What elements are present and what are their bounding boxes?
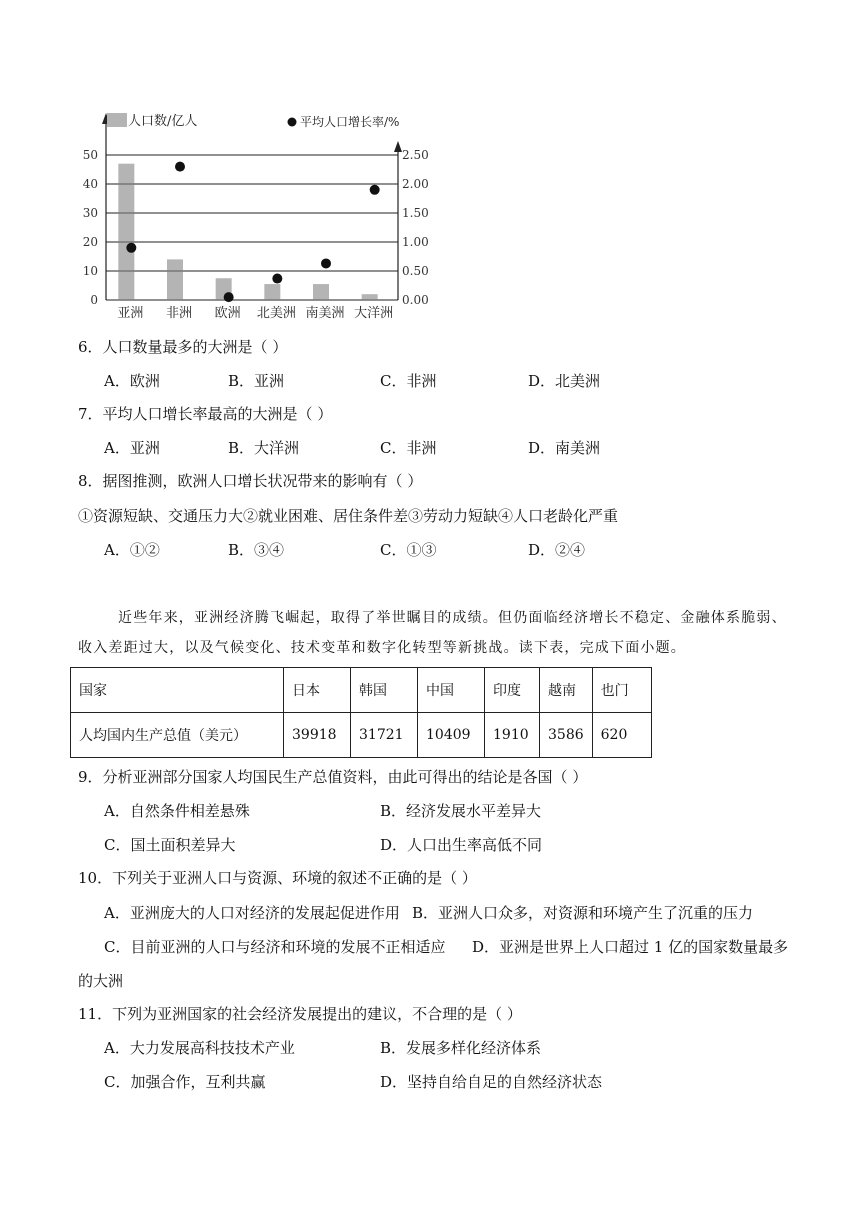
x-category-label: 亚洲 [117, 306, 144, 321]
q9-option-b[interactable]: B．经济发展水平差异大 [380, 802, 542, 820]
q7-option-d[interactable]: D．南美洲 [528, 439, 601, 457]
x-category-label: 南美洲 [305, 306, 345, 321]
q9-option-d[interactable]: D．人口出生率高低不同 [380, 836, 543, 854]
legend-bar-swatch [107, 113, 127, 127]
x-category-label: 非洲 [165, 306, 193, 321]
question-11-stem: 11．下列为亚洲国家的社会经济发展提出的建议，不合理的是（ ） [78, 1005, 522, 1023]
table-cell: 10409 [418, 713, 485, 758]
q6-option-d[interactable]: D．北美洲 [528, 372, 601, 390]
table-cell: 也门 [592, 668, 651, 713]
growth-rate-dots [126, 162, 379, 303]
y-right-tick-label: 1.50 [402, 206, 429, 220]
y-right-arrow [394, 141, 402, 152]
y-left-tick-label: 30 [82, 206, 98, 220]
population-bar [167, 259, 183, 300]
table-cell: 印度 [485, 668, 540, 713]
question-10-stem: 10．下列关于亚洲人口与资源、环境的叙述不正确的是（ ） [78, 869, 477, 887]
x-category-label: 欧洲 [214, 306, 241, 321]
q9-option-c[interactable]: C．国土面积差异大 [104, 836, 236, 854]
y-right-tick-label: 0.00 [402, 293, 429, 307]
population-bar [362, 294, 378, 300]
q7-option-a[interactable]: A．亚洲 [104, 439, 160, 457]
population-bars [106, 155, 398, 300]
chart-grid [106, 155, 398, 300]
question-9-stem: 9．分析亚洲部分国家人均国民生产总值资料，由此可得出的结论是各国（ ） [78, 768, 588, 786]
y-right-tick-label: 2.00 [402, 177, 429, 191]
y-left-tick-label: 10 [82, 264, 98, 278]
table-cell: 国家 [71, 668, 284, 713]
population-bar [313, 284, 329, 300]
table-row [71, 713, 652, 758]
table-cell: 日本 [284, 668, 351, 713]
table-cell: 越南 [540, 668, 593, 713]
q10-option-c[interactable]: C．目前亚洲的人口与经济和环境的发展不正相适应 [104, 938, 446, 956]
x-category-label: 北美洲 [256, 306, 296, 321]
y-left-tick-label: 0 [90, 293, 98, 307]
population-chart [0, 0, 860, 330]
y-right-tick-label: 2.50 [402, 148, 429, 162]
y-left-tick-label: 40 [82, 177, 98, 191]
table-cell: 中国 [418, 668, 485, 713]
legend-dot-swatch [288, 118, 297, 127]
question-6-stem: 6．人口数量最多的大洲是（ ） [78, 338, 288, 356]
chart-legend [107, 113, 399, 129]
y-left-tick-label: 20 [82, 235, 98, 249]
y-right-tick-label: 1.00 [402, 235, 429, 249]
growth-rate-point [175, 162, 185, 172]
table-header-row [71, 668, 652, 713]
q6-option-a[interactable]: A．欧洲 [104, 372, 160, 390]
q8-option-d[interactable]: D．②④ [528, 541, 586, 559]
table-cell: 3586 [540, 713, 593, 758]
chart-axes [83, 113, 429, 321]
q9-option-a[interactable]: A．自然条件相差悬殊 [104, 802, 250, 820]
growth-rate-point [370, 185, 380, 195]
growth-rate-point [321, 258, 331, 268]
q11-option-b[interactable]: B．发展多样化经济体系 [380, 1039, 542, 1057]
y-left-tick-label: 50 [82, 148, 98, 162]
table-cell: 39918 [284, 713, 351, 758]
reading-passage: 近些年来，亚洲经济腾飞崛起，取得了举世瞩目的成绩。但仍面临经济增长不稳定、金融体系脆弱、收入差距过大，以及气候变化、技术变革和数字化转型等新挑战。读下表，完成下面小题。 [78, 610, 787, 656]
legend-dot-label: 平均人口增长率/% [300, 115, 400, 129]
x-category-label: 大洋洲 [354, 306, 394, 321]
table-cell: 31721 [351, 713, 418, 758]
gdp-table [70, 667, 652, 758]
q6-option-c[interactable]: C．非洲 [380, 372, 437, 390]
q7-option-c[interactable]: C．非洲 [380, 439, 437, 457]
population-bar [264, 284, 280, 300]
q6-option-b[interactable]: B．亚洲 [228, 372, 285, 390]
question-7-stem: 7．平均人口增长率最高的大洲是（ ） [78, 405, 333, 423]
q11-option-c[interactable]: C．加强合作，互利共赢 [104, 1073, 266, 1091]
q10-option-d-continued: 的大洲 [78, 972, 124, 990]
table-cell: 韩国 [351, 668, 418, 713]
q11-option-a[interactable]: A．大力发展高科技技术产业 [104, 1039, 295, 1057]
q8-option-a[interactable]: A．①② [104, 541, 160, 559]
table-cell: 620 [592, 713, 651, 758]
q8-option-c[interactable]: C．①③ [380, 541, 437, 559]
question-8-statements: ①资源短缺、交通压力大②就业困难、居住条件差③劳动力短缺④人口老龄化严重 [78, 507, 619, 525]
table-cell: 人均国内生产总值（美元） [71, 713, 284, 758]
y-right-tick-label: 0.50 [402, 264, 429, 278]
q10-option-a[interactable]: A．亚洲庞大的人口对经济的发展起促进作用 [104, 904, 400, 922]
q10-option-d[interactable]: D．亚洲是世界上人口超过 1 亿的国家数量最多 [472, 938, 789, 956]
q8-option-b[interactable]: B．③④ [228, 541, 285, 559]
growth-rate-point [272, 274, 282, 284]
legend-bar-label: 人口数/亿人 [128, 114, 198, 129]
q7-option-b[interactable]: B．大洋洲 [228, 439, 300, 457]
growth-rate-point [224, 292, 234, 302]
table-cell: 1910 [485, 713, 540, 758]
growth-rate-point [126, 243, 136, 253]
q11-option-d[interactable]: D．坚持自给自足的自然经济状态 [380, 1073, 603, 1091]
question-8-stem: 8．据图推测，欧洲人口增长状况带来的影响有（ ） [78, 472, 423, 490]
q10-option-b[interactable]: B．亚洲人口众多，对资源和环境产生了沉重的压力 [412, 904, 754, 922]
